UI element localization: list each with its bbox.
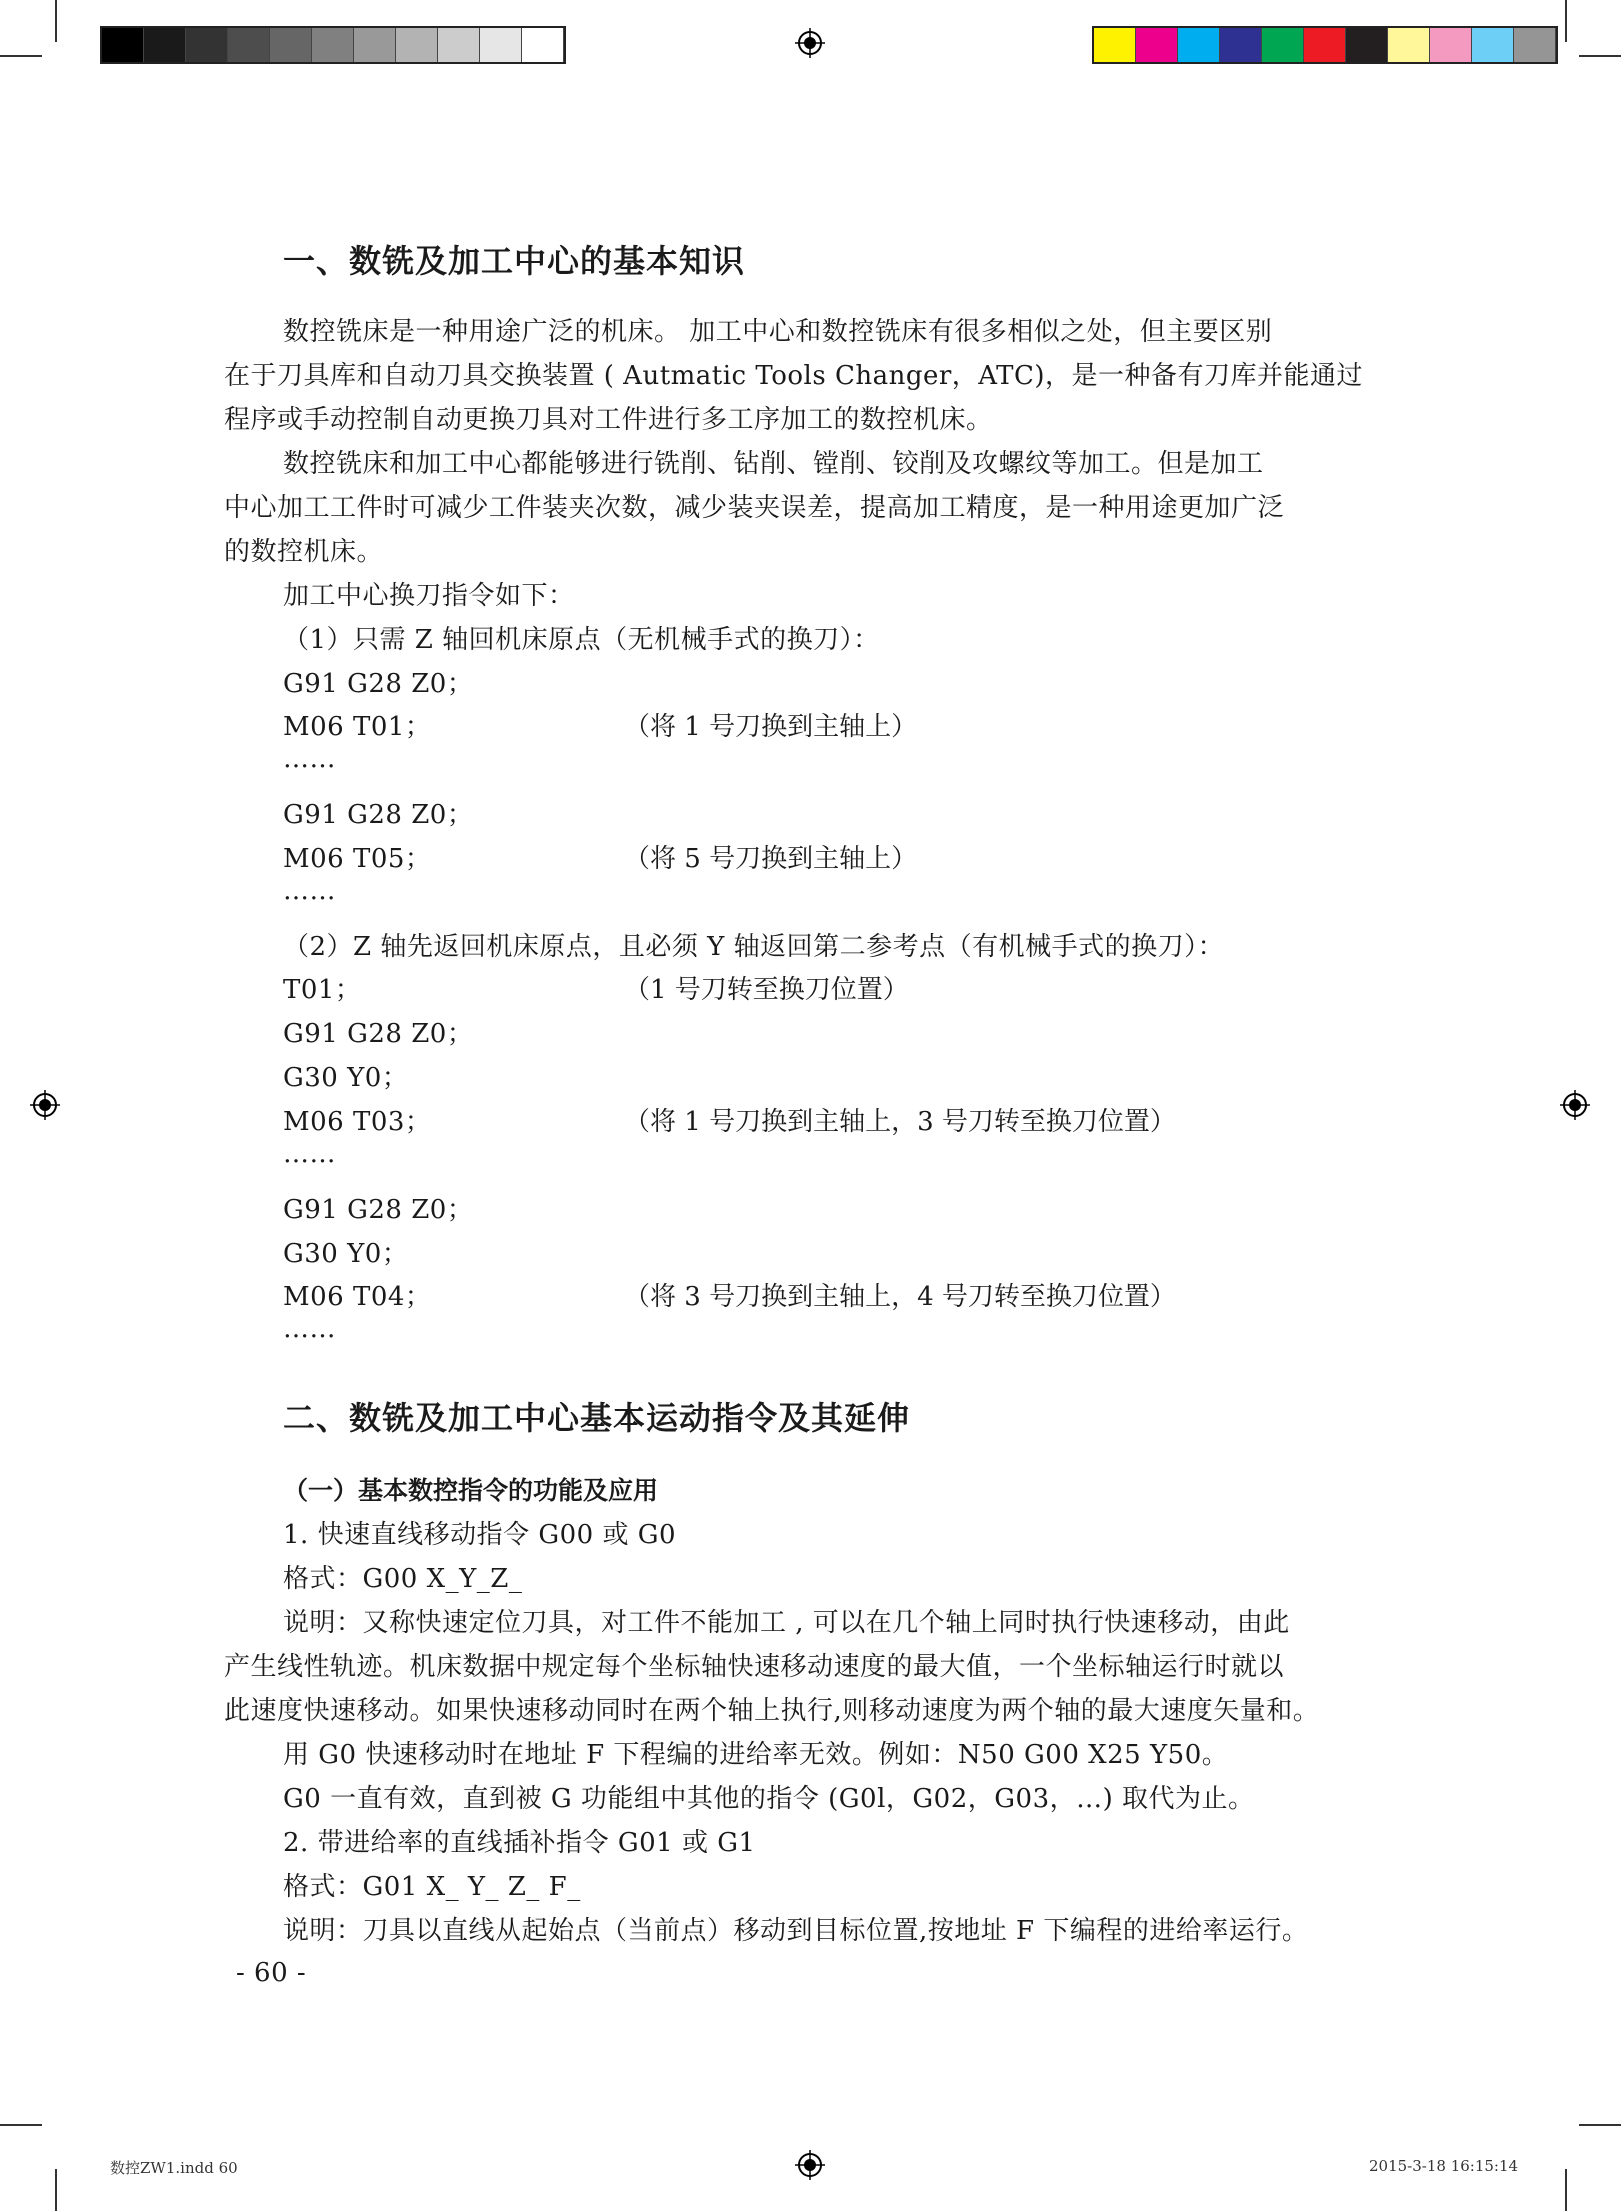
- color-swatch: [312, 28, 354, 62]
- code-line: G91 G28 Z0；: [283, 1019, 474, 1049]
- color-swatch: [438, 28, 480, 62]
- item-1-title: 1. 快速直线移动指令 G00 或 G0: [283, 1520, 677, 1550]
- color-swatch: [270, 28, 312, 62]
- code-comment: （将 1 号刀换到主轴上，3 号刀转至换刀位置）: [624, 1107, 1176, 1137]
- code-line: M06 T01；: [283, 712, 432, 742]
- color-swatch: [1178, 28, 1220, 62]
- color-swatch: [1220, 28, 1262, 62]
- color-swatch: [186, 28, 228, 62]
- code-comment: （将 5 号刀换到主轴上）: [624, 844, 918, 874]
- color-bar: [1092, 26, 1558, 64]
- color-swatch: [396, 28, 438, 62]
- item-1-format: 格式：G00 X_Y_Z_: [283, 1564, 523, 1594]
- paragraph-line: 程序或手动控制自动更换刀具对工件进行多工序加工的数控机床。: [224, 405, 993, 435]
- paragraph-line: 中心加工工件时可减少工件装夹次数，减少装夹误差，提高加工精度，是一种用途更加广泛: [224, 493, 1285, 523]
- color-swatch: [1304, 28, 1346, 62]
- paragraph-line: 用 G0 快速移动时在地址 F 下程编的进给率无效。例如：N50 G00 X25 Y50。: [283, 1740, 1229, 1770]
- paragraph-line: 的数控机床。: [224, 537, 384, 567]
- crop-mark: [1579, 55, 1621, 57]
- code-line: G91 G28 Z0；: [283, 669, 474, 699]
- code-line: M06 T04；: [283, 1282, 432, 1312]
- crop-mark: [55, 2169, 57, 2211]
- color-swatch: [522, 28, 564, 62]
- code-line: G30 Y0；: [283, 1239, 409, 1269]
- registration-mark-icon: [1560, 1090, 1590, 1120]
- color-swatch: [102, 28, 144, 62]
- paragraph-line: G0 一直有效，直到被 G 功能组中其他的指令 (G0l，G02，G03，…) 取代为止。: [283, 1784, 1255, 1814]
- code-comment: （将 1 号刀换到主轴上）: [624, 712, 918, 742]
- subsection-heading: （一）基本数控指令的功能及应用: [283, 1476, 659, 1505]
- timestamp-slug: 2015-3-18 16:15:14: [1369, 2157, 1519, 2175]
- color-swatch: [1430, 28, 1472, 62]
- code-line: G30 Y0；: [283, 1063, 409, 1093]
- paragraph-line: 说明：刀具以直线从起始点（当前点）移动到目标位置,按地址 F 下编程的进给率运行。: [283, 1916, 1309, 1946]
- paragraph-line: 在于刀具库和自动刀具交换装置 ( Autmatic Tools Changer，ATC)，是一种备有刀库并能通过: [224, 361, 1364, 391]
- code-ellipsis: ……: [283, 744, 336, 774]
- item-2-format: 格式：G01 X_ Y_ Z_ F_: [283, 1872, 581, 1902]
- crop-mark: [0, 2124, 42, 2126]
- registration-mark-icon: [30, 1090, 60, 1120]
- code-ellipsis: ……: [283, 1139, 336, 1169]
- color-swatch: [480, 28, 522, 62]
- page-number: - 60 -: [236, 1958, 307, 1988]
- paragraph-line: 数控铣床是一种用途广泛的机床。 加工中心和数控铣床有很多相似之处，但主要区别: [283, 317, 1273, 347]
- color-swatch: [1472, 28, 1514, 62]
- code-line: M06 T03；: [283, 1107, 432, 1137]
- code-ellipsis: ……: [283, 1314, 336, 1344]
- code-line: G91 G28 Z0；: [283, 800, 474, 830]
- crop-mark: [1565, 0, 1567, 42]
- code-intro: 加工中心换刀指令如下：: [283, 581, 575, 611]
- color-swatch: [1136, 28, 1178, 62]
- color-swatch: [1094, 28, 1136, 62]
- paragraph-line: 产生线性轨迹。机床数据中规定每个坐标轴快速移动速度的最大值，一个坐标轴运行时就以: [224, 1652, 1285, 1682]
- code-line: T01；: [283, 975, 362, 1005]
- case-2-title: （2）Z 轴先返回机床原点，且必须 Y 轴返回第二参考点（有机械手式的换刀）：: [283, 932, 1225, 962]
- color-swatch: [144, 28, 186, 62]
- crop-mark: [1579, 2124, 1621, 2126]
- paragraph-line: 说明：又称快速定位刀具，对工件不能加工 , 可以在几个轴上同时执行快速移动，由此: [283, 1608, 1290, 1638]
- section-heading-1: 一、数铣及加工中心的基本知识: [283, 242, 746, 280]
- color-swatch: [1388, 28, 1430, 62]
- case-1-title: （1）只需 Z 轴回机床原点（无机械手式的换刀）：: [283, 625, 880, 655]
- paragraph-line: 数控铣床和加工中心都能够进行铣削、钻削、镗削、铰削及攻螺纹等加工。但是加工: [283, 449, 1264, 479]
- color-swatch: [354, 28, 396, 62]
- color-swatch: [1346, 28, 1388, 62]
- grayscale-bar: [100, 26, 566, 64]
- section-heading-2: 二、数铣及加工中心基本运动指令及其延伸: [283, 1399, 911, 1437]
- code-comment: （将 3 号刀换到主轴上，4 号刀转至换刀位置）: [624, 1282, 1176, 1312]
- crop-mark: [1565, 2169, 1567, 2211]
- code-ellipsis: ……: [283, 876, 336, 906]
- code-line: G91 G28 Z0；: [283, 1195, 474, 1225]
- color-swatch: [228, 28, 270, 62]
- paragraph-line: 此速度快速移动。如果快速移动同时在两个轴上执行,则移动速度为两个轴的最大速度矢量和。: [224, 1696, 1320, 1726]
- file-slug: 数控ZW1.indd 60: [110, 2159, 238, 2177]
- code-line: M06 T05；: [283, 844, 432, 874]
- color-swatch: [1514, 28, 1556, 62]
- color-swatch: [1262, 28, 1304, 62]
- registration-mark-icon: [795, 28, 825, 58]
- crop-mark: [55, 0, 57, 42]
- item-2-title: 2. 带进给率的直线插补指令 G01 或 G1: [283, 1828, 756, 1858]
- code-comment: （1 号刀转至换刀位置）: [624, 975, 909, 1005]
- registration-mark-icon: [795, 2150, 825, 2180]
- crop-mark: [0, 55, 42, 57]
